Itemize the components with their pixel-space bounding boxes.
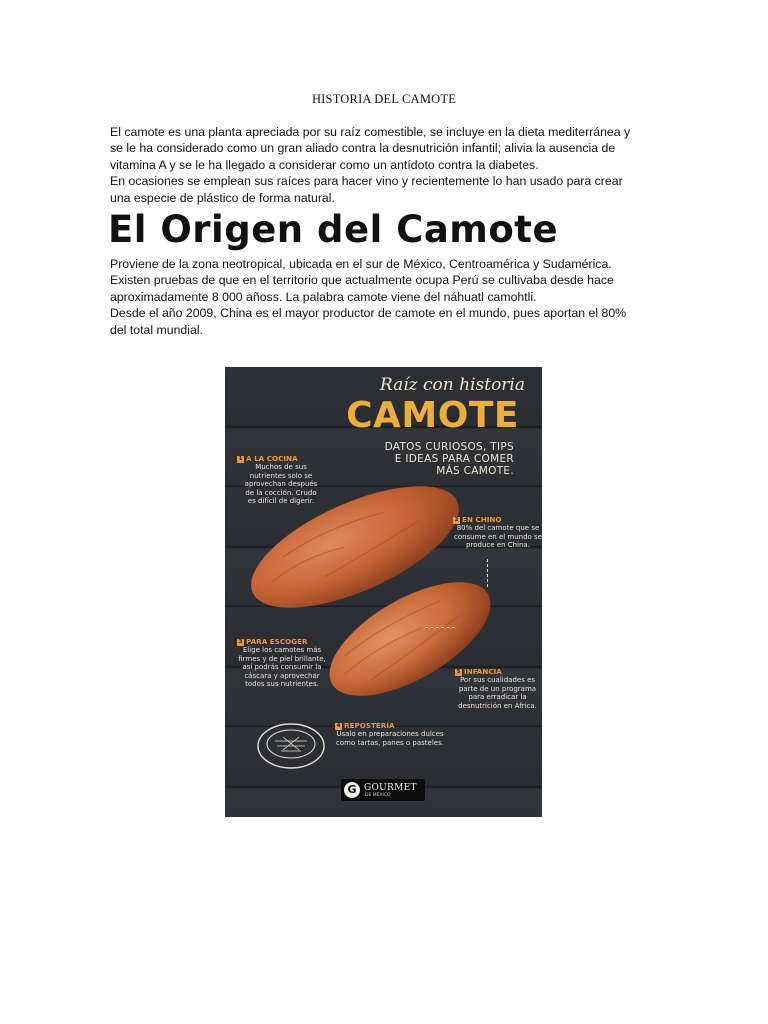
tip-title: A LA COCINA <box>246 454 298 463</box>
section-heading: El Origen del Camote <box>108 208 559 251</box>
poster-title: CAMOTE <box>346 395 519 436</box>
pie-sketch-icon <box>255 719 327 773</box>
tip-body: Por sus cualidades es parte de un programa para erradicar la desnutrición en África. <box>458 676 537 710</box>
origin-line: Existen pruebas de que en el territorio que actualmente ocupa Perú se cultivaba desde hace <box>110 273 614 288</box>
origin-line: aproximadamente 8 000 añoss. La palabra camote viene del náhuatl camohtli. <box>110 289 537 304</box>
intro-line: En ocasiones se emplean sus raíces para hacer vino y recientemente lo han usado para crear <box>110 174 623 189</box>
camote-poster-image <box>225 367 542 817</box>
poster-subtitle-line: DATOS CURIOSOS, TIPS <box>384 441 514 453</box>
poster-tagline: Raíz con historia <box>379 375 525 395</box>
intro-line: una especie de plástico de forma natural. <box>110 190 335 205</box>
tip-body: Úsalo en preparaciones dulces como tartas, panes o pasteles. <box>336 730 444 747</box>
tip-number: 2 <box>454 516 459 523</box>
origin-paragraph <box>110 256 670 338</box>
document-title: HISTORIA DEL CAMOTE <box>311 92 457 106</box>
tip-body: Muchos de sus nutrientes solo se aprovechan después de la cocción. Crudo es difícil de digerir. <box>244 463 318 506</box>
intro-line: se le ha considerado como un gran aliado contra la desnutrición infantil; alivia la ausencia de <box>110 141 616 156</box>
callout-dash-line <box>425 627 455 668</box>
brand-subtitle: DE MÉXICO <box>365 793 391 798</box>
tip-body: 80% del camote que se consume en el mundo se produce en China. <box>453 524 542 550</box>
tip-title: PARA ESCOGER <box>246 637 308 646</box>
origin-line: Proviene de la zona neotropical, ubicada en el sur de México, Centroamérica y Sudamérica. <box>110 257 612 271</box>
tip-reposteria <box>335 721 445 747</box>
tip-para-escoger <box>237 637 337 689</box>
tip-infancia <box>455 667 540 710</box>
poster-subtitle-line: E IDEAS PARA COMER <box>394 453 514 465</box>
poster-subtitle-line: MÁS CAMOTE. <box>436 465 514 477</box>
intro-line: vitamina A y se le ha llegado a considerar como un antídoto contra la diabetes. <box>110 157 539 172</box>
tip-number: 4 <box>336 722 341 729</box>
callout-dash-line <box>487 559 488 587</box>
tip-number: 3 <box>238 638 243 645</box>
tip-number: 5 <box>456 668 461 675</box>
origin-line: Desde el año 2009, China es el mayor productor de camote en el mundo, pues aportan el 80% <box>110 306 627 321</box>
tip-title: EN CHINO <box>462 515 502 524</box>
tip-number: 1 <box>238 455 243 462</box>
brand-name: GOURMET <box>364 783 417 793</box>
tip-body: Elige los camotes más firmes y de piel brillante, así podrás consumir la cáscara y aprovechar todos sus nutrientes. <box>238 646 326 689</box>
intro-paragraph <box>110 124 670 206</box>
tip-title: INFANCIA <box>464 667 502 676</box>
tip-title: REPOSTERÍA <box>344 721 395 730</box>
tip-en-chino <box>453 515 542 550</box>
gourmet-logo <box>341 779 425 801</box>
brand-letter: G <box>344 782 360 798</box>
origin-line: del total mundial. <box>110 322 203 337</box>
intro-line: El camote es una planta apreciada por su raíz comestible, se incluye en la dieta mediterránea y <box>110 125 631 139</box>
tip-a-la-cocina <box>237 454 327 506</box>
